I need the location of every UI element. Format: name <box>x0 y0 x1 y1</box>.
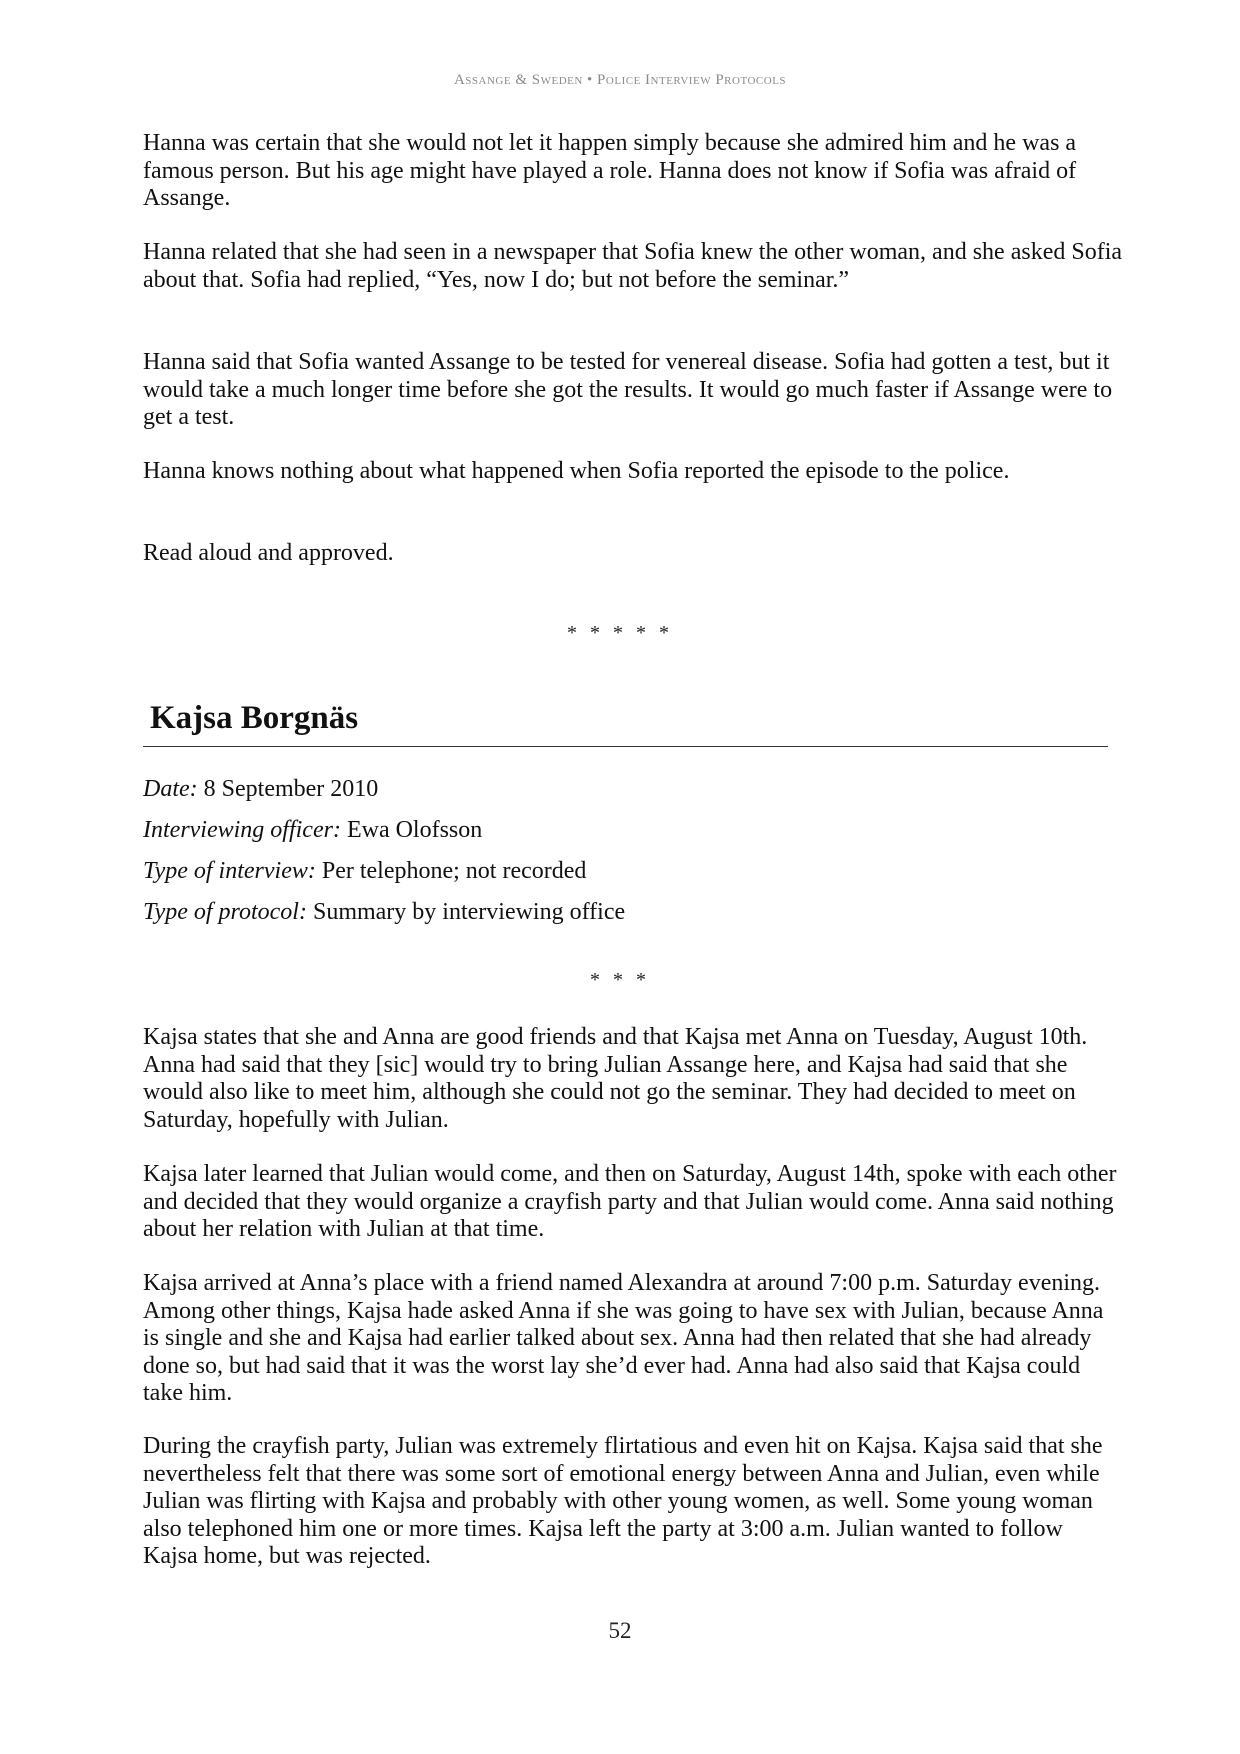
meta-interview-type <box>143 858 586 885</box>
meta-label: Interviewing officer: <box>143 817 341 843</box>
paragraph <box>143 1270 1123 1408</box>
paragraph <box>143 1161 1123 1244</box>
heading-rule <box>143 746 1108 747</box>
section-heading: Kajsa Borgnäs <box>150 700 359 736</box>
paragraph <box>143 1433 1123 1571</box>
meta-value: Ewa Olofsson <box>346 817 483 843</box>
paragraph-text: Hanna related that she had seen in a newspaper that Sofia knew the other woman, and she asked Sofia about that. Sofia had replied, “Yes, now I do; but not before the seminar.” <box>143 239 1123 293</box>
meta-label: Date: <box>143 776 198 802</box>
paragraph <box>143 1024 1123 1134</box>
paragraph <box>143 540 1123 568</box>
meta-protocol-type <box>143 899 625 926</box>
paragraph-text: Kajsa later learned that Julian would come, and then on Saturday, August 14th, spoke with each other and decided that they would organize a crayfish party and that Julian would come. Anna said nothing about her relation with Julian at that time. <box>143 1161 1117 1242</box>
meta-value: 8 September 2010 <box>203 776 379 802</box>
paragraph <box>143 239 1123 294</box>
meta-label: Type of protocol: <box>143 899 307 925</box>
meta-value: Summary by interviewing office <box>312 899 626 925</box>
paragraph-text: Read aloud and approved. <box>143 540 394 566</box>
paragraph <box>143 458 1123 486</box>
paragraph-text: Hanna said that Sofia wanted Assange to be tested for venereal disease. Sofia had gotten a test, but it would take a much longer time before she got the results. It would go much faster if Assange were to get a test. <box>143 349 1113 430</box>
paragraph <box>143 130 1123 213</box>
meta-label: Type of interview: <box>143 858 316 884</box>
paragraph <box>143 349 1123 432</box>
page-number: 52 <box>608 1618 632 1643</box>
meta-date <box>143 776 378 803</box>
paragraph-text: Kajsa states that she and Anna are good friends and that Kajsa met Anna on Tuesday, August 10th. Anna had said that they [sic] would try to bring Julian Assange here, and Kajsa had said that she would also like to meet him, although she could not go the seminar. They had decided to meet on Saturday, hopefully with Julian. <box>143 1024 1088 1133</box>
paragraph-text: During the crayfish party, Julian was extremely flirtatious and even hit on Kajsa. Kajsa said that she nevertheless felt that there was some sort of emotional energy between Anna and Julian, even while Julian was flirting with Kajsa and probably with other young women, as well. Some young woman also telephoned him one or more times. Kajsa left the party at 3:00 a.m. Julian wanted to follow Kajsa home, but was rejected. <box>143 1433 1103 1569</box>
paragraph-text: Hanna was certain that she would not let it happen simply because she admired him and he was a famous person. But his age might have played a role. Hanna does not know if Sofia was afraid of Assange. <box>143 130 1077 211</box>
meta-officer <box>143 817 482 844</box>
section-separator: * * * * * <box>567 622 673 644</box>
meta-separator: * * * <box>590 969 650 991</box>
paragraph-text: Kajsa arrived at Anna’s place with a friend named Alexandra at around 7:00 p.m. Saturday evening. Among other things, Kajsa hade asked Anna if she was going to have sex with Julian, because Anna is single and she and Kajsa had earlier talked about sex. Anna had then related that she had already done so, but had said that it was the worst lay she’d ever had. Anna had also said that Kajsa could take him. <box>143 1270 1104 1406</box>
meta-value: Per telephone; not recorded <box>321 858 587 884</box>
paragraph-text: Hanna knows nothing about what happened when Sofia reported the episode to the police. <box>143 458 1010 484</box>
running-header: Assange & Sweden • Police Interview Protocols <box>453 72 787 88</box>
